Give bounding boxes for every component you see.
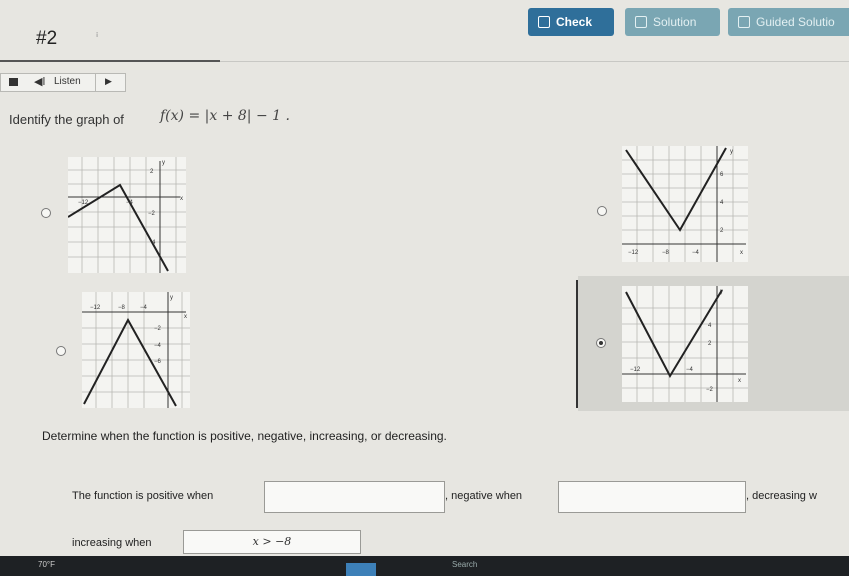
option-c-graph[interactable] <box>82 292 190 408</box>
check-icon <box>538 16 550 28</box>
option-a-x-label: x <box>180 196 183 202</box>
positive-label: The function is positive when <box>72 490 214 502</box>
option-b-graph[interactable] <box>622 146 748 262</box>
determine-instructions: Determine when the function is positive, negative, increasing, or decreasing. <box>42 429 447 443</box>
option-c-y-label: y <box>170 295 173 301</box>
option-d-y-label: y <box>720 289 723 295</box>
option-b-y-label: y <box>730 149 733 155</box>
listen-bar <box>0 73 126 92</box>
option-d-x-tick: −12 <box>630 367 641 373</box>
speaker-icon[interactable]: ◀ǀ <box>34 76 46 88</box>
function-formula: f(x) = |x + 8| − 1 . <box>160 108 290 124</box>
solution-button-label: Solution <box>653 15 697 29</box>
option-a-y-tick: −2 <box>148 211 155 217</box>
option-c-x-tick: −12 <box>90 305 101 311</box>
option-d-x-tick: −4 <box>686 367 693 373</box>
option-c-radio[interactable] <box>56 346 66 356</box>
guided-solution-label: Guided Solutio <box>756 15 835 29</box>
option-c-x-tick: −4 <box>140 305 147 311</box>
stop-icon[interactable] <box>9 78 18 86</box>
info-icon[interactable]: ⁱ <box>96 30 99 44</box>
option-b-x-tick: −8 <box>662 250 669 256</box>
question-number: #2 <box>36 28 58 49</box>
option-c-y-tick: −6 <box>154 359 161 365</box>
option-d-graph[interactable] <box>622 286 748 402</box>
taskbar <box>0 556 849 576</box>
guided-solution-icon <box>738 16 750 28</box>
check-button[interactable] <box>528 8 614 36</box>
option-c-x-tick: −8 <box>118 305 125 311</box>
increasing-label: increasing when <box>72 537 152 549</box>
guided-solution-button[interactable] <box>728 8 849 36</box>
solution-icon <box>635 16 647 28</box>
option-a-x-tick: −12 <box>78 200 89 206</box>
option-b-radio[interactable] <box>597 206 607 216</box>
option-d-y-tick: 2 <box>708 341 712 347</box>
positive-input[interactable] <box>264 481 445 513</box>
question-prompt: Identify the graph of <box>9 112 124 127</box>
option-b-x-label: x <box>740 250 743 256</box>
option-b-x-tick: −4 <box>692 250 699 256</box>
option-c-y-tick: −2 <box>154 326 161 332</box>
option-c-y-tick: −4 <box>154 343 161 349</box>
taskbar-search[interactable]: Search <box>452 560 478 569</box>
header-divider-dark <box>0 60 220 62</box>
option-b-y-tick: 2 <box>720 228 724 234</box>
header-divider <box>220 61 849 62</box>
option-d-y-tick: −2 <box>706 387 713 393</box>
option-d-x-label: x <box>738 378 741 384</box>
option-b-y-tick: 6 <box>720 172 724 178</box>
solution-button[interactable] <box>625 8 720 36</box>
increasing-input[interactable]: x > −8 <box>183 530 361 554</box>
option-a-graph[interactable] <box>68 157 186 273</box>
listen-divider <box>95 74 96 91</box>
weather-temperature[interactable]: 70°F <box>38 560 55 569</box>
option-a-y-label: y <box>162 160 165 166</box>
listen-button[interactable]: Listen <box>54 76 81 87</box>
selected-option-marker <box>576 280 578 408</box>
check-button-label: Check <box>556 15 593 29</box>
option-b-y-tick: 4 <box>720 200 724 206</box>
option-c-x-label: x <box>184 314 187 320</box>
option-b-x-tick: −12 <box>628 250 639 256</box>
decreasing-label: , decreasing w <box>746 490 817 502</box>
option-a-x-tick: −4 <box>126 200 133 206</box>
play-icon[interactable]: ▶ <box>105 76 112 86</box>
option-a-radio[interactable] <box>41 208 51 218</box>
negative-label: , negative when <box>445 490 523 502</box>
option-a-y-tick: 2 <box>150 169 154 175</box>
option-a-y-tick: 4 <box>152 240 156 246</box>
negative-input[interactable] <box>558 481 746 513</box>
taskbar-app-icon[interactable] <box>346 563 376 576</box>
option-d-y-tick: 4 <box>708 323 712 329</box>
option-d-radio[interactable] <box>596 338 606 348</box>
